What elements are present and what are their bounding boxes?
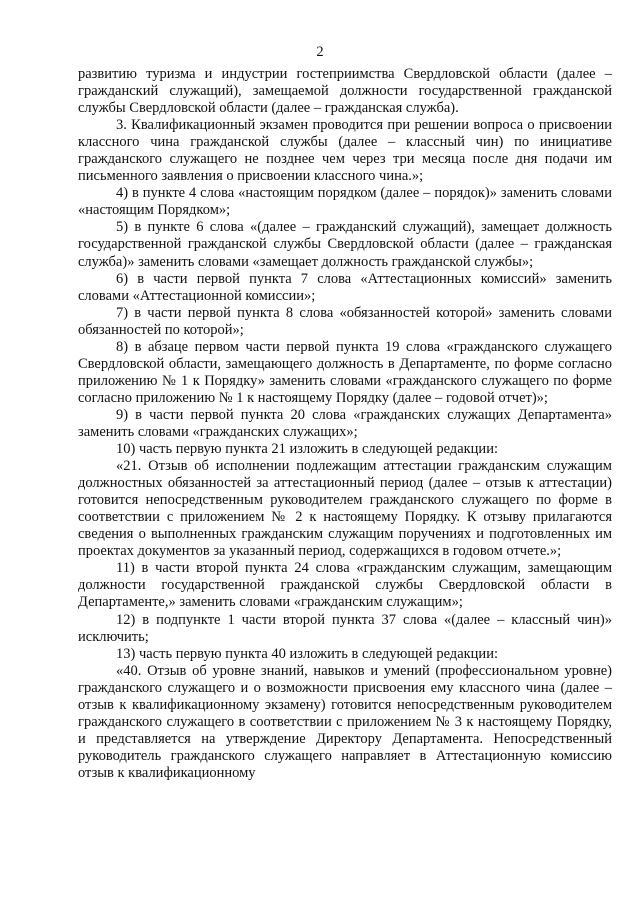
paragraph-item-10: 10) часть первую пункта 21 изложить в следующей редакции:	[116, 441, 498, 458]
paragraph-item-8: 8) в абзаце первом части первой пункта 19 слова «гражданского служащего Свердловской области, замещающего должность в Департаменте, по форме согласно приложению № 1 к Порядку» заменить словами «гражданского служащего по форме согласно приложению № 1 к настоящему Порядку (далее – годовой отчет)»;	[78, 338, 612, 406]
paragraph-item-9: 9) в части первой пункта 20 слова «гражданских служащих Департамента» заменить словами «гражданских служащих»;	[78, 406, 612, 440]
document-body	[78, 66, 612, 782]
paragraph-quote-21: «21. Отзыв об исполнении подлежащим аттестации гражданским служащим должностных обязанностей за аттестационный период (далее – отзыв к аттестации) готовится непосредственным руководителем гражданского служащего по форме в соответствии с приложением № 2 к настоящему Порядку. К отзыву прилагаются сведения о выполненных гражданским служащим поручениях и подготовленных им проектах документов за указанный период, содержащихся в годовом отчете.»;	[78, 458, 612, 560]
paragraph-item-7: 7) в части первой пункта 8 слова «обязанностей которой» заменить словами обязанностей по которой»;	[78, 304, 612, 338]
paragraph-continuation: развитию туризма и индустрии гостеприимства Свердловской области (далее – гражданский служащий), замещаемой должности государственной гражданской службы Свердловской области (далее – гражданская служба).	[78, 66, 612, 117]
paragraph-item-11: 11) в части второй пункта 24 слова «гражданским служащим, замещающим должности государственной гражданской службы Свердловской области в Департаменте,» заменить словами «гражданским служащим»;	[78, 560, 612, 611]
paragraph-item-12: 12) в подпункте 1 части второй пункта 37 слова «(далее – классный чин)» исключить;	[78, 611, 612, 645]
paragraph-item-5: 5) в пункте 6 слова «(далее – гражданский служащий), замещает должность государственной гражданской службы Свердловской области (далее – гражданская служба)» заменить словами «замещает должность гражданской службы»;	[78, 219, 612, 270]
paragraph-quote-40: «40. Отзыв об уровне знаний, навыков и умений (профессиональном уровне) гражданского служащего и о возможности присвоения ему классного чина (далее – отзыв к квалификационному экзамену) готовится непосредственным руководителем гражданского служащего в соответствии с приложением № 3 к настоящему Порядку, и представляется на утверждение Директору Департамента. Непосредственный руководитель гражданского служащего направляет в Аттестационную комиссию отзыв к квалификационному	[78, 662, 612, 781]
page-number: 2	[316, 44, 324, 60]
paragraph-item-4: 4) в пункте 4 слова «настоящим порядком (далее – порядок)» заменить словами «настоящим Порядком»;	[78, 185, 612, 219]
paragraph-item-13: 13) часть первую пункта 40 изложить в следующей редакции:	[116, 645, 498, 662]
paragraph-item-6: 6) в части первой пункта 7 слова «Аттестационных комиссий» заменить словами «Аттестационной комиссии»;	[78, 270, 612, 304]
paragraph-item-3: 3. Квалификационный экзамен проводится при решении вопроса о присвоении классного чина гражданской службы (далее – классный чин) по инициативе гражданского служащего не позднее чем через три месяца после дня подачи им письменного заявления о присвоении классного чина.»;	[78, 117, 612, 185]
